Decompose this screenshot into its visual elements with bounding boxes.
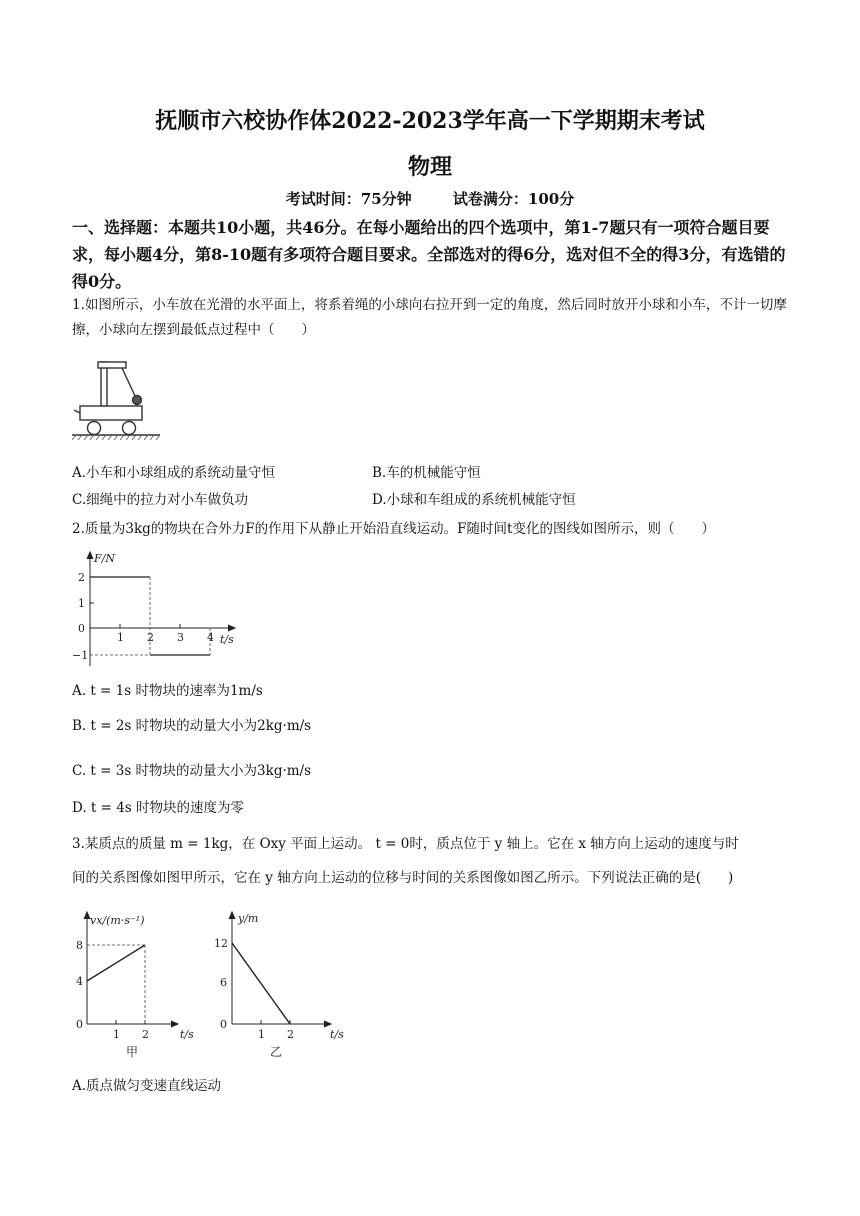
a-x-tick-1: 1 [113,1028,120,1041]
q1-option-b[interactable]: B.车的机械能守恒 [372,465,481,481]
vx-time-graph [72,908,202,1058]
q2-option-c[interactable]: C. t = 3s 时物块的动量大小为3kg·m/s [72,763,312,779]
exam-time: 考试时间：75分钟 [285,190,412,208]
t-axis-label-b: t/s [330,1028,344,1041]
b-y-tick-0: 0 [220,1018,227,1031]
graph-b-caption: 乙 [270,1045,283,1058]
y-tick-neg1: −1 [72,649,89,662]
b-y-tick-12: 12 [214,937,228,950]
y-time-graph [212,908,352,1058]
question-3-stem-line2: 间的关系图像如图甲所示，它在 y 轴方向上运动的位移与时间的关系图像如图乙所示。下列说法正确的是( ) [72,870,734,886]
q1-option-a[interactable]: A.小车和小球组成的系统动量守恒 [72,465,276,481]
y-axis-label: y/m [238,912,259,925]
graph-a-caption: 甲 [126,1045,139,1058]
vx-axis-label: vx/(m·s⁻¹) [90,914,145,927]
a-y-tick-4: 4 [76,975,83,988]
a-x-tick-2: 2 [142,1028,149,1041]
a-y-tick-8: 8 [76,939,83,952]
exam-meta [0,188,860,209]
y-tick-2: 2 [78,571,85,584]
q2-option-a[interactable]: A. t = 1s 时物块的速率为1m/s [72,683,263,699]
q2-option-d[interactable]: D. t = 4s 时物块的速度为零 [72,800,245,816]
y-tick-1: 1 [78,597,85,610]
x-tick-3: 3 [177,631,184,644]
x-tick-2: 2 [147,631,154,644]
q1-option-c[interactable]: C.细绳中的拉力对小车做负功 [72,492,249,508]
t-axis-label-a: t/s [180,1028,194,1041]
a-y-tick-0: 0 [76,1018,83,1031]
t-axis-label: t/s [220,633,234,646]
b-x-tick-2: 2 [287,1028,294,1041]
x-tick-1: 1 [117,631,124,644]
exam-title: 抚顺市六校协作体2022-2023学年高一下学期期末考试 [155,108,705,134]
x-tick-4: 4 [207,631,214,644]
subject-title: 物理 [407,154,452,180]
section-heading: 一、选择题：本题共10小题，共46分。在每小题给出的四个选项中，第1-7题只有一项符合题目要求，每小题4分，第8-10题有多项符合题目要求。全部选对的得6分，选对但不全的得3分，有选错的得0分。 [72,218,786,291]
question-3-stem-line1: 3.某质点的质量 m = 1kg，在 Oxy 平面上运动。 t = 0时，质点位于 y 轴上。它在 x 轴方向上运动的速度与时 [72,836,739,852]
q1-option-d[interactable]: D.小球和车组成的系统机械能守恒 [372,492,576,508]
force-time-graph [72,548,252,672]
f-axis-label: F/N [94,552,115,565]
b-y-tick-6: 6 [220,976,227,989]
q3-option-a[interactable]: A.质点做匀变速直线运动 [72,1078,222,1094]
b-x-tick-1: 1 [258,1028,265,1041]
question-1-stem: 1.如图所示，小车放在光滑的水平面上，将系着绳的小球向右拉开到一定的角度，然后同时放开小球和小车，不计一切摩擦，小球向左摆到最低点过程中（ ） [72,297,787,338]
q2-option-b[interactable]: B. t = 2s 时物块的动量大小为2kg·m/s [72,718,312,734]
cart-pendulum-figure [72,358,162,444]
full-score: 试卷满分：100分 [452,190,575,208]
y-tick-0: 0 [78,622,85,635]
question-2-stem: 2.质量为3kg的物块在合外力F的作用下从静止开始沿直线运动。F随时间t变化的图线如图所示，则（ ） [72,521,715,537]
